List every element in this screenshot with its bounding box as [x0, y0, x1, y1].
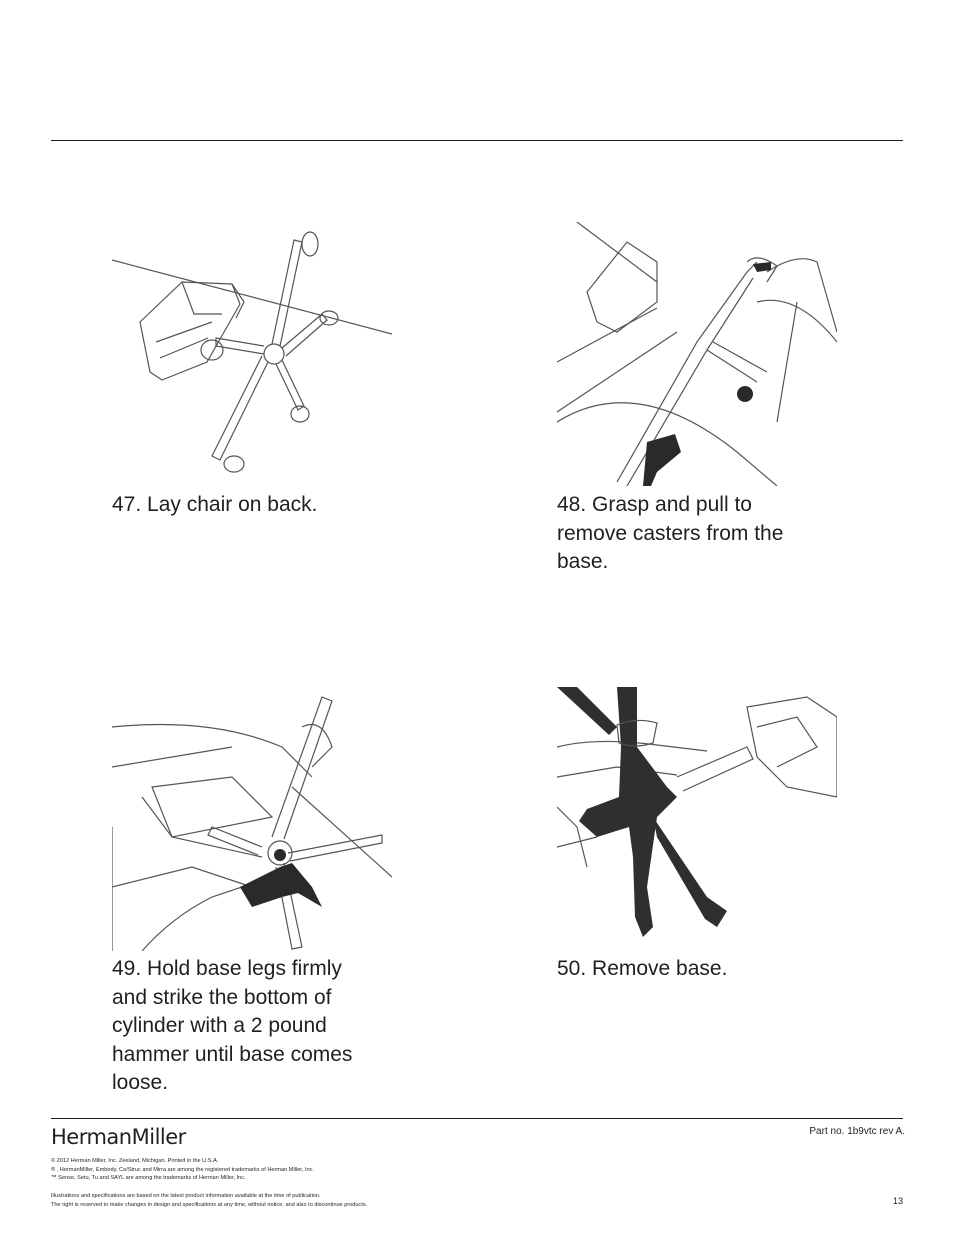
- part-number: Part no. 1b9vtc rev A.: [809, 1126, 905, 1137]
- step-50-caption: 50. Remove base.: [557, 957, 728, 980]
- copyright-line: © 2012 Herman Miller, Inc. Zeeland, Michigan. Printed in the U.S.A.: [51, 1158, 219, 1164]
- trademark-line: ® , HermanMiller, Embody, Co/Struc and Mirra are among the registered trademarks of Herman Miller, Inc.: [51, 1166, 314, 1173]
- herman-miller-logo: HermanMiller: [51, 1125, 186, 1149]
- illustration-chair-on-back: [112, 222, 392, 486]
- trademark-line: ™ Sense, Setu, Tu and SAYL are among the trademarks of Herman Miller, Inc.: [51, 1175, 246, 1181]
- disclaimer-line: Illustrations and specifications are based on the latest product information available at the time of publication.: [51, 1193, 321, 1199]
- copyright-block: [51, 1157, 314, 1183]
- illustration-remove-base: [557, 687, 837, 951]
- chair-on-back-drawing: [112, 222, 392, 486]
- illustration-pull-casters: [557, 222, 837, 486]
- step-48-caption: 48. Grasp and pull to remove casters from the base.: [557, 493, 784, 573]
- top-rule: [51, 140, 903, 141]
- disclaimer-line: The right is reserved to make changes in design and specifications at any time, without notice, and also to discontinue products.: [51, 1201, 368, 1208]
- step-49-caption: 49. Hold base legs firmly and strike the bottom of cylinder with a 2 pound hammer until base comes loose.: [112, 957, 353, 1094]
- disclaimer-block: [51, 1192, 367, 1209]
- pull-casters-drawing: [557, 222, 837, 486]
- bottom-rule: [51, 1118, 903, 1119]
- page-number: 13: [892, 1196, 903, 1206]
- step-47-caption: 47. Lay chair on back.: [112, 493, 318, 516]
- illustration-hammer-cylinder: [112, 687, 392, 951]
- hammer-cylinder-drawing: [112, 687, 392, 951]
- remove-base-drawing: [557, 687, 837, 951]
